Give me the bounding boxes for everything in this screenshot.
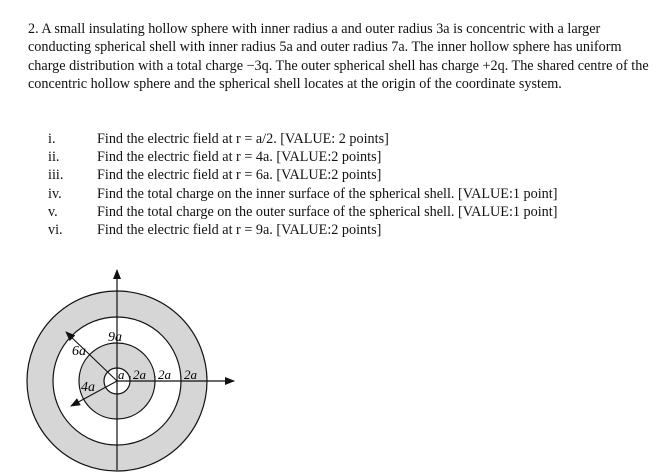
question-number: i. [48,131,56,147]
label-9a: 9a [108,330,122,345]
label-6a: 6a [72,344,86,359]
question-text: Find the electric field at r = 4a. [VALUE:2 points] [97,149,382,166]
question-number: v. [48,203,58,220]
label-2a-first: 2a [133,367,146,382]
question-number: iv. [48,185,62,202]
question-number: iii. [48,167,64,184]
question-text: Find the total charge on the inner surface of the spherical shell. [VALUE:1 point] [97,185,558,202]
label-4a: 4a [81,380,95,395]
label-2a-second: 2a [158,367,171,382]
label-a: a [118,367,125,382]
question-text: Find the electric field at r = 9a. [VALUE:2 points] [97,221,382,238]
label-2a-third: 2a [184,367,197,382]
question-text: Find the electric field at r = 6a. [VALUE:2 points] [97,167,382,184]
question-text: Find the electric field at r = a/2. [VALUE: 2 points] [97,131,389,147]
question-number: ii. [48,149,60,166]
question-number: vi. [48,221,63,238]
problem-statement: 2. A small insulating hollow sphere with inner radius a and outer radius 3a is concentric with a larger conducting spherical shell with inner radius 5a and outer radius 7a. The inner hollow sphere has uniform charge distribution with a total charge −3q. The outer spherical shell has charge +2q. The shared centre of the concentric hollow sphere and the spherical shell locates at the origin of the coordinate system. [28,21,649,93]
question-text: Find the total charge on the outer surface of the spherical shell. [VALUE:1 point] [97,203,558,220]
